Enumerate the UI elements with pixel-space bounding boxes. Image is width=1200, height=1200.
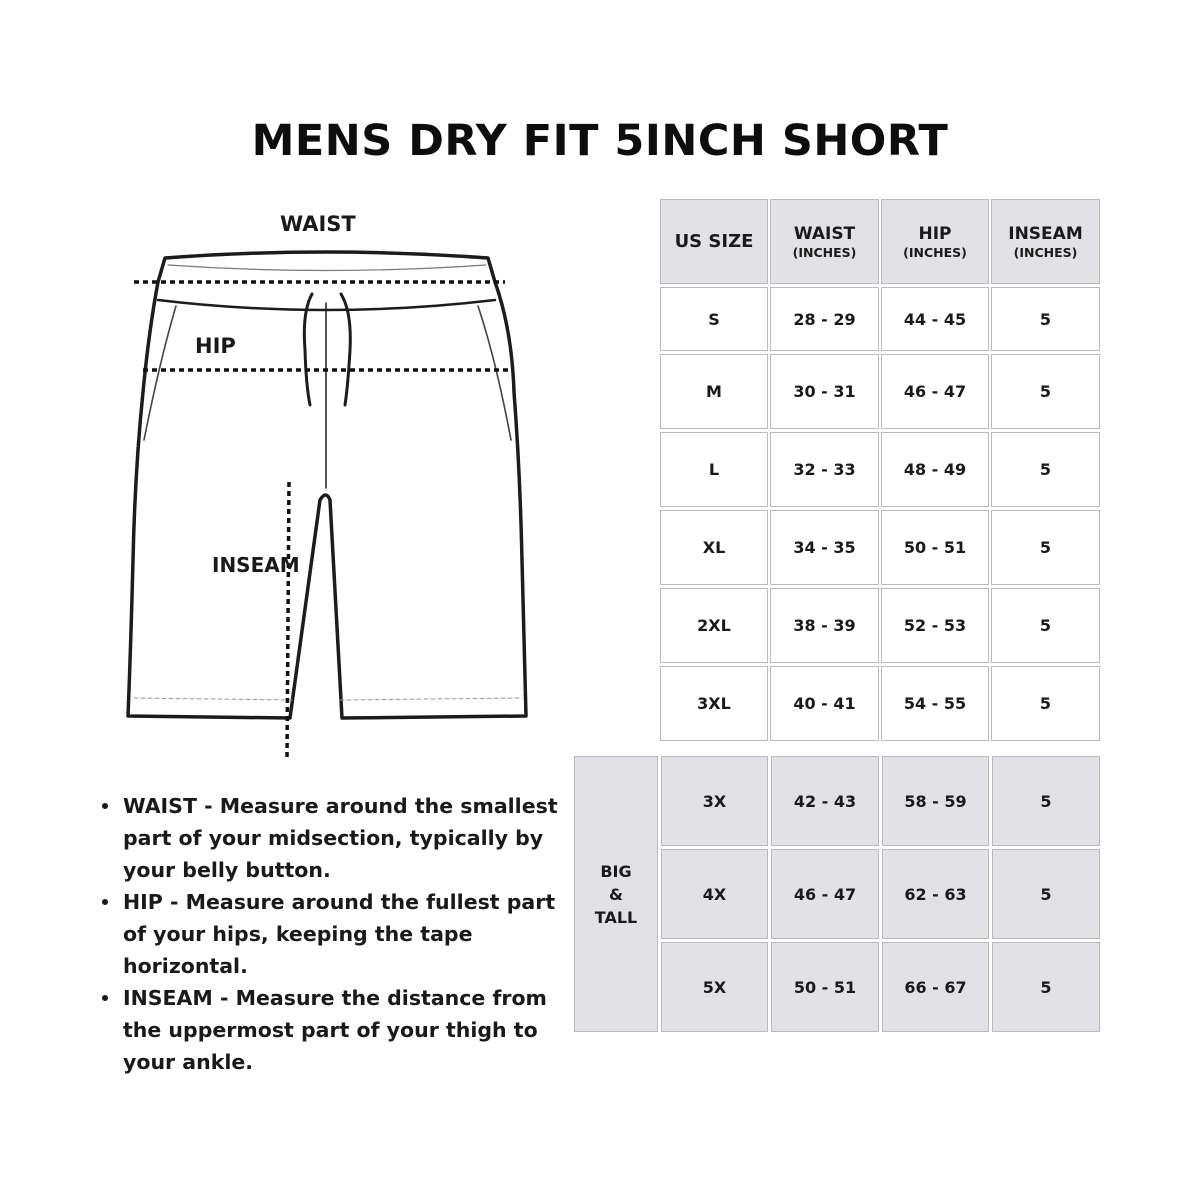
table-cell: 50 - 51 bbox=[771, 942, 879, 1032]
table-cell: 48 - 49 bbox=[881, 432, 989, 507]
table-cell: 62 - 63 bbox=[882, 849, 989, 939]
table-cell: 52 - 53 bbox=[881, 588, 989, 663]
table-cell: 44 - 45 bbox=[881, 287, 989, 351]
table-cell: 54 - 55 bbox=[881, 666, 989, 741]
header-waist: WAIST (INCHES) bbox=[770, 199, 879, 284]
table-cell: 32 - 33 bbox=[770, 432, 879, 507]
table-cell: 46 - 47 bbox=[881, 354, 989, 429]
table-cell: 5 bbox=[991, 287, 1100, 351]
header-hip: HIP (INCHES) bbox=[881, 199, 989, 284]
pocket-left bbox=[144, 306, 176, 440]
table-cell: 46 - 47 bbox=[771, 849, 879, 939]
table-cell: 50 - 51 bbox=[881, 510, 989, 585]
hem-right bbox=[340, 698, 522, 700]
table-cell: 4X bbox=[661, 849, 768, 939]
hip-label: HIP bbox=[195, 334, 236, 358]
waist-label: WAIST bbox=[280, 212, 356, 236]
shorts-outline bbox=[128, 252, 526, 718]
inseam-guide-line bbox=[287, 482, 289, 758]
shorts-diagram bbox=[0, 0, 560, 780]
note-inseam: INSEAM - Measure the distance from the uppermost part of your thigh to your ankle. bbox=[100, 982, 560, 1078]
table-cell: 5 bbox=[991, 432, 1100, 507]
waistband-inner bbox=[168, 265, 486, 271]
big-tall-label: BIG & TALL bbox=[574, 756, 658, 1032]
table-cell: 34 - 35 bbox=[770, 510, 879, 585]
table-cell: 5 bbox=[992, 849, 1100, 939]
measurement-notes bbox=[100, 790, 560, 1078]
table-cell: 28 - 29 bbox=[770, 287, 879, 351]
table-cell: M bbox=[660, 354, 768, 429]
inseam-label: INSEAM bbox=[212, 553, 300, 577]
table-cell: 66 - 67 bbox=[882, 942, 989, 1032]
table-cell: 58 - 59 bbox=[882, 756, 989, 846]
table-cell: 5X bbox=[661, 942, 768, 1032]
table-cell: L bbox=[660, 432, 768, 507]
table-cell: 38 - 39 bbox=[770, 588, 879, 663]
table-cell: 5 bbox=[992, 756, 1100, 846]
table-cell: 40 - 41 bbox=[770, 666, 879, 741]
table-cell: 3XL bbox=[660, 666, 768, 741]
table-cell: 30 - 31 bbox=[770, 354, 879, 429]
note-waist: WAIST - Measure around the smallest part of your midsection, typically by your belly button. bbox=[100, 790, 560, 886]
header-inseam: INSEAM (INCHES) bbox=[991, 199, 1100, 284]
table-cell: 2XL bbox=[660, 588, 768, 663]
table-cell: 5 bbox=[992, 942, 1100, 1032]
note-hip: HIP - Measure around the fullest part of your hips, keeping the tape horizontal. bbox=[100, 886, 560, 982]
page-title: MENS DRY FIT 5INCH SHORT bbox=[251, 116, 949, 166]
hem-left bbox=[134, 698, 293, 700]
table-cell: 5 bbox=[991, 354, 1100, 429]
table-cell: S bbox=[660, 287, 768, 351]
table-cell: XL bbox=[660, 510, 768, 585]
table-cell: 42 - 43 bbox=[771, 756, 879, 846]
table-cell: 5 bbox=[991, 510, 1100, 585]
table-cell: 3X bbox=[661, 756, 768, 846]
header-us-size: US SIZE bbox=[660, 199, 768, 284]
table-cell: 5 bbox=[991, 666, 1100, 741]
table-cell: 5 bbox=[991, 588, 1100, 663]
